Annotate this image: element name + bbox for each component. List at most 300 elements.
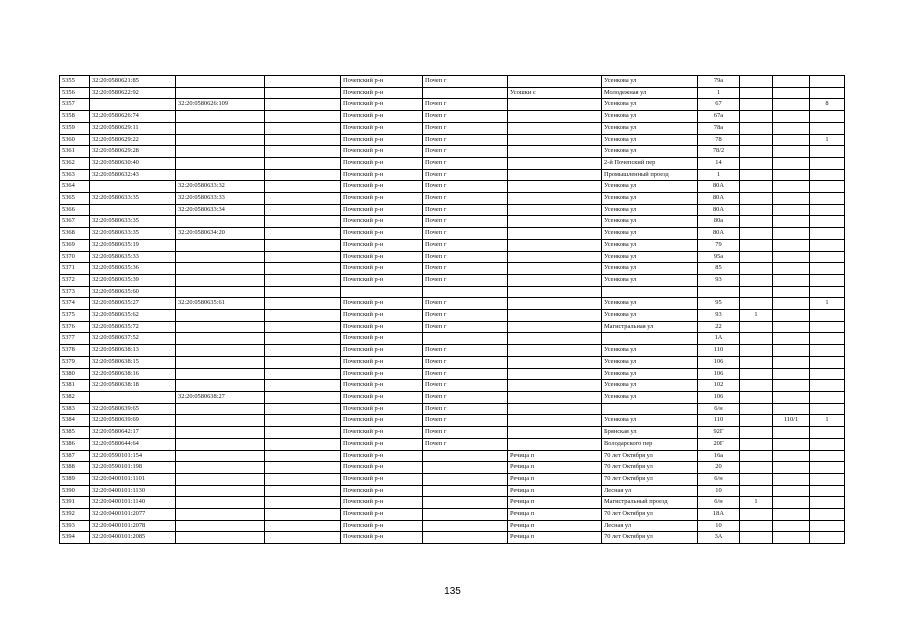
cell-apartment bbox=[810, 76, 845, 88]
cell-building bbox=[740, 274, 773, 286]
cell-structure bbox=[773, 193, 810, 205]
cell-cadastral-number-2 bbox=[176, 497, 265, 509]
cell-cadastral-number bbox=[90, 181, 176, 193]
cell-district: Почепский р-н bbox=[341, 111, 423, 123]
cell-extra bbox=[265, 391, 341, 403]
cell-structure bbox=[773, 356, 810, 368]
cell-row-number: 5386 bbox=[60, 438, 90, 450]
cell-street: Усенкова ул bbox=[602, 310, 698, 322]
cell-apartment bbox=[810, 368, 845, 380]
cell-district: Почепский р-н bbox=[341, 122, 423, 134]
cell-house-number: 80А bbox=[698, 181, 740, 193]
cell-district: Почепский р-н bbox=[341, 368, 423, 380]
cell-extra bbox=[265, 216, 341, 228]
table-row bbox=[60, 181, 845, 193]
cell-building bbox=[740, 228, 773, 240]
cell-street: Усенкова ул bbox=[602, 274, 698, 286]
cell-district: Почепский р-н bbox=[341, 146, 423, 158]
cell-town: Почеп г bbox=[423, 356, 508, 368]
cell-town: Почеп г bbox=[423, 181, 508, 193]
table-row bbox=[60, 87, 845, 99]
cell-structure bbox=[773, 76, 810, 88]
cell-street: Усенкова ул bbox=[602, 415, 698, 427]
cell-settlement bbox=[508, 99, 602, 111]
cell-town: Почеп г bbox=[423, 403, 508, 415]
cell-extra bbox=[265, 345, 341, 357]
cell-settlement: Усошки с bbox=[508, 87, 602, 99]
cell-district bbox=[341, 286, 423, 298]
cell-cadastral-number-2: 32:20:0580633:32 bbox=[176, 181, 265, 193]
cell-street: Усенкова ул bbox=[602, 298, 698, 310]
cell-district: Почепский р-н bbox=[341, 391, 423, 403]
cell-street: Усенкова ул bbox=[602, 228, 698, 240]
cell-cadastral-number: 32:20:0400101:1130 bbox=[90, 485, 176, 497]
cell-apartment bbox=[810, 263, 845, 275]
cell-building bbox=[740, 76, 773, 88]
cell-settlement bbox=[508, 228, 602, 240]
cell-house-number: 79а bbox=[698, 76, 740, 88]
cell-settlement: Речица п bbox=[508, 462, 602, 474]
cell-row-number: 5379 bbox=[60, 356, 90, 368]
cell-house-number: 16а bbox=[698, 450, 740, 462]
cell-settlement bbox=[508, 146, 602, 158]
cell-cadastral-number: 32:20:0580633:35 bbox=[90, 228, 176, 240]
cell-apartment bbox=[810, 356, 845, 368]
cell-row-number: 5367 bbox=[60, 216, 90, 228]
cell-cadastral-number: 32:20:0580633:35 bbox=[90, 216, 176, 228]
cell-row-number: 5363 bbox=[60, 169, 90, 181]
cell-cadastral-number: 32:20:0590101:198 bbox=[90, 462, 176, 474]
cell-street: Усенкова ул bbox=[602, 111, 698, 123]
cell-extra bbox=[265, 509, 341, 521]
cell-building: 1 bbox=[740, 310, 773, 322]
cell-apartment bbox=[810, 403, 845, 415]
cell-cadastral-number-2 bbox=[176, 415, 265, 427]
cell-apartment bbox=[810, 251, 845, 263]
cell-apartment bbox=[810, 193, 845, 205]
cell-settlement bbox=[508, 321, 602, 333]
cell-house-number: 6/н bbox=[698, 403, 740, 415]
cell-structure bbox=[773, 263, 810, 275]
cell-house-number: 80а bbox=[698, 216, 740, 228]
table-row bbox=[60, 286, 845, 298]
cell-street: Усенкова ул bbox=[602, 216, 698, 228]
cell-row-number: 5380 bbox=[60, 368, 90, 380]
cell-building bbox=[740, 146, 773, 158]
cell-street: Лесная ул bbox=[602, 520, 698, 532]
cell-apartment bbox=[810, 485, 845, 497]
cell-house-number: 92Г bbox=[698, 427, 740, 439]
cell-cadastral-number-2 bbox=[176, 509, 265, 521]
cell-building: 1 bbox=[740, 497, 773, 509]
cell-row-number: 5382 bbox=[60, 391, 90, 403]
cell-extra bbox=[265, 228, 341, 240]
cell-house-number: 110 bbox=[698, 415, 740, 427]
cell-street: Усенкова ул bbox=[602, 356, 698, 368]
cell-settlement bbox=[508, 427, 602, 439]
cell-extra bbox=[265, 134, 341, 146]
cell-house-number: 10 bbox=[698, 520, 740, 532]
cell-street: Усенкова ул bbox=[602, 391, 698, 403]
cell-town: Почеп г bbox=[423, 111, 508, 123]
cell-apartment bbox=[810, 310, 845, 322]
cell-street: 70 лет Октября ул bbox=[602, 462, 698, 474]
cell-cadastral-number bbox=[90, 391, 176, 403]
cell-house-number: 85 bbox=[698, 263, 740, 275]
cell-settlement bbox=[508, 111, 602, 123]
cell-structure bbox=[773, 274, 810, 286]
cell-building bbox=[740, 485, 773, 497]
cell-cadastral-number: 32:20:0580638:16 bbox=[90, 368, 176, 380]
cell-street: Молодежная ул bbox=[602, 87, 698, 99]
cell-house-number: 80А bbox=[698, 204, 740, 216]
cell-cadastral-number-2 bbox=[176, 345, 265, 357]
cell-cadastral-number: 32:20:0580638:15 bbox=[90, 356, 176, 368]
cell-extra bbox=[265, 380, 341, 392]
cell-apartment bbox=[810, 216, 845, 228]
cell-structure bbox=[773, 485, 810, 497]
cell-row-number: 5356 bbox=[60, 87, 90, 99]
cell-structure bbox=[773, 216, 810, 228]
cell-row-number: 5381 bbox=[60, 380, 90, 392]
cell-street: Усенкова ул bbox=[602, 345, 698, 357]
cell-row-number: 5359 bbox=[60, 122, 90, 134]
table-row bbox=[60, 204, 845, 216]
cell-district: Почепский р-н bbox=[341, 462, 423, 474]
cell-town: Почеп г bbox=[423, 193, 508, 205]
cell-settlement bbox=[508, 122, 602, 134]
cell-street bbox=[602, 333, 698, 345]
cell-town: Почеп г bbox=[423, 415, 508, 427]
cell-building bbox=[740, 111, 773, 123]
cell-building bbox=[740, 263, 773, 275]
cell-row-number: 5369 bbox=[60, 239, 90, 251]
cell-row-number: 5368 bbox=[60, 228, 90, 240]
cell-extra bbox=[265, 239, 341, 251]
cell-row-number: 5372 bbox=[60, 274, 90, 286]
cell-structure bbox=[773, 181, 810, 193]
cell-cadastral-number: 32:20:0400101:2078 bbox=[90, 520, 176, 532]
table-row bbox=[60, 157, 845, 169]
cell-district: Почепский р-н bbox=[341, 509, 423, 521]
table-row bbox=[60, 391, 845, 403]
cell-settlement bbox=[508, 333, 602, 345]
cell-house-number: 79 bbox=[698, 239, 740, 251]
table-body bbox=[60, 76, 845, 544]
cell-house-number: 93 bbox=[698, 274, 740, 286]
cell-cadastral-number: 32:20:0580644:64 bbox=[90, 438, 176, 450]
cell-house-number: 1А bbox=[698, 333, 740, 345]
cell-house-number: 20 bbox=[698, 462, 740, 474]
cell-town: Почеп г bbox=[423, 263, 508, 275]
cell-extra bbox=[265, 146, 341, 158]
cell-street: Усенкова ул bbox=[602, 134, 698, 146]
cell-settlement bbox=[508, 356, 602, 368]
cell-town: Почеп г bbox=[423, 368, 508, 380]
cell-district: Почепский р-н bbox=[341, 356, 423, 368]
cell-house-number: 78а bbox=[698, 122, 740, 134]
cell-cadastral-number: 32:20:0580635:36 bbox=[90, 263, 176, 275]
cell-row-number: 5365 bbox=[60, 193, 90, 205]
cell-house-number: 78 bbox=[698, 134, 740, 146]
cell-apartment bbox=[810, 509, 845, 521]
cell-cadastral-number: 32:20:0400101:1101 bbox=[90, 473, 176, 485]
cell-town bbox=[423, 532, 508, 544]
cell-district: Почепский р-н bbox=[341, 204, 423, 216]
cell-structure bbox=[773, 333, 810, 345]
cell-settlement bbox=[508, 263, 602, 275]
cell-apartment bbox=[810, 520, 845, 532]
cell-district: Почепский р-н bbox=[341, 321, 423, 333]
cell-cadastral-number: 32:20:0580629:11 bbox=[90, 122, 176, 134]
cell-apartment: 1 bbox=[810, 134, 845, 146]
cell-district: Почепский р-н bbox=[341, 520, 423, 532]
cell-row-number: 5375 bbox=[60, 310, 90, 322]
cell-apartment: 8 bbox=[810, 99, 845, 111]
cell-settlement bbox=[508, 251, 602, 263]
table-row bbox=[60, 345, 845, 357]
cell-settlement: Речица п bbox=[508, 485, 602, 497]
cell-row-number: 5385 bbox=[60, 427, 90, 439]
cell-cadastral-number-2: 32:20:0580638:27 bbox=[176, 391, 265, 403]
cell-cadastral-number: 32:20:0580632:43 bbox=[90, 169, 176, 181]
table-row bbox=[60, 356, 845, 368]
cell-structure bbox=[773, 169, 810, 181]
cell-district: Почепский р-н bbox=[341, 450, 423, 462]
cell-cadastral-number: 32:20:0580635:27 bbox=[90, 298, 176, 310]
cell-town bbox=[423, 462, 508, 474]
cell-row-number: 5394 bbox=[60, 532, 90, 544]
cell-cadastral-number-2: 32:20:0580633:33 bbox=[176, 193, 265, 205]
cell-street: Усенкова ул bbox=[602, 99, 698, 111]
cell-building bbox=[740, 298, 773, 310]
cell-extra bbox=[265, 485, 341, 497]
cell-extra bbox=[265, 403, 341, 415]
cell-apartment bbox=[810, 462, 845, 474]
cell-cadastral-number-2: 32:20:0580626:109 bbox=[176, 99, 265, 111]
cell-structure bbox=[773, 462, 810, 474]
cell-cadastral-number: 32:20:0580642:17 bbox=[90, 427, 176, 439]
cell-street bbox=[602, 286, 698, 298]
cell-extra bbox=[265, 415, 341, 427]
cell-street: Лесная ул bbox=[602, 485, 698, 497]
cell-extra bbox=[265, 450, 341, 462]
cell-extra bbox=[265, 204, 341, 216]
cell-structure bbox=[773, 298, 810, 310]
cell-extra bbox=[265, 251, 341, 263]
cell-district: Почепский р-н bbox=[341, 216, 423, 228]
cell-town: Почеп г bbox=[423, 169, 508, 181]
cell-house-number: 102 bbox=[698, 380, 740, 392]
cell-town: Почеп г bbox=[423, 298, 508, 310]
cell-cadastral-number: 32:20:0580635:62 bbox=[90, 310, 176, 322]
cell-house-number: 1 bbox=[698, 87, 740, 99]
cell-structure bbox=[773, 286, 810, 298]
cell-house-number: 106 bbox=[698, 356, 740, 368]
cell-row-number: 5377 bbox=[60, 333, 90, 345]
table-row bbox=[60, 520, 845, 532]
cell-cadastral-number-2 bbox=[176, 321, 265, 333]
cell-structure bbox=[773, 228, 810, 240]
table-row bbox=[60, 321, 845, 333]
cell-row-number: 5355 bbox=[60, 76, 90, 88]
cell-house-number: 93 bbox=[698, 310, 740, 322]
cell-structure: 110/1 bbox=[773, 415, 810, 427]
cell-settlement: Речица п bbox=[508, 509, 602, 521]
cell-building bbox=[740, 509, 773, 521]
cell-settlement: Речица п bbox=[508, 473, 602, 485]
cell-cadastral-number bbox=[90, 204, 176, 216]
cell-street: 70 лет Октября ул bbox=[602, 473, 698, 485]
cell-extra bbox=[265, 462, 341, 474]
cell-district: Почепский р-н bbox=[341, 181, 423, 193]
cell-settlement bbox=[508, 193, 602, 205]
cell-town bbox=[423, 286, 508, 298]
cell-building bbox=[740, 450, 773, 462]
cell-row-number: 5389 bbox=[60, 473, 90, 485]
cell-street: Магистральная ул bbox=[602, 321, 698, 333]
cell-building bbox=[740, 181, 773, 193]
cell-cadastral-number: 32:20:0580637:52 bbox=[90, 333, 176, 345]
cell-extra bbox=[265, 438, 341, 450]
table-row bbox=[60, 380, 845, 392]
cell-extra bbox=[265, 157, 341, 169]
cell-house-number: 95а bbox=[698, 251, 740, 263]
cell-settlement bbox=[508, 204, 602, 216]
cell-apartment bbox=[810, 87, 845, 99]
cell-extra bbox=[265, 310, 341, 322]
cell-row-number: 5366 bbox=[60, 204, 90, 216]
cell-cadastral-number: 32:20:0580626:74 bbox=[90, 111, 176, 123]
cell-row-number: 5370 bbox=[60, 251, 90, 263]
cell-house-number: 78/2 bbox=[698, 146, 740, 158]
cell-apartment bbox=[810, 286, 845, 298]
table-row bbox=[60, 99, 845, 111]
cell-street: Усенкова ул bbox=[602, 193, 698, 205]
cell-apartment bbox=[810, 111, 845, 123]
cell-structure bbox=[773, 473, 810, 485]
cell-row-number: 5388 bbox=[60, 462, 90, 474]
cell-district: Почепский р-н bbox=[341, 228, 423, 240]
cell-row-number: 5390 bbox=[60, 485, 90, 497]
cell-cadastral-number-2: 32:20:0580634:20 bbox=[176, 228, 265, 240]
cell-building bbox=[740, 134, 773, 146]
cell-building bbox=[740, 345, 773, 357]
cell-cadastral-number: 32:20:0580635:33 bbox=[90, 251, 176, 263]
cell-street: Усенкова ул bbox=[602, 368, 698, 380]
cell-apartment bbox=[810, 438, 845, 450]
cell-street: Усенкова ул bbox=[602, 76, 698, 88]
cell-extra bbox=[265, 87, 341, 99]
cell-cadastral-number-2 bbox=[176, 380, 265, 392]
cell-building bbox=[740, 427, 773, 439]
cell-apartment bbox=[810, 228, 845, 240]
cell-cadastral-number: 32:20:0580621:85 bbox=[90, 76, 176, 88]
cell-row-number: 5383 bbox=[60, 403, 90, 415]
cell-structure bbox=[773, 99, 810, 111]
cell-apartment bbox=[810, 122, 845, 134]
table-row bbox=[60, 427, 845, 439]
table-row bbox=[60, 450, 845, 462]
cell-settlement bbox=[508, 380, 602, 392]
cell-building bbox=[740, 356, 773, 368]
cell-house-number: 95 bbox=[698, 298, 740, 310]
cell-building bbox=[740, 438, 773, 450]
cell-settlement bbox=[508, 239, 602, 251]
cell-structure bbox=[773, 157, 810, 169]
cell-street: 2-й Почепский пер bbox=[602, 157, 698, 169]
cell-cadastral-number-2 bbox=[176, 473, 265, 485]
cell-cadastral-number: 32:20:0400101:1140 bbox=[90, 497, 176, 509]
cell-town bbox=[423, 87, 508, 99]
cell-settlement bbox=[508, 310, 602, 322]
cell-cadastral-number: 32:20:0580635:60 bbox=[90, 286, 176, 298]
cell-row-number: 5360 bbox=[60, 134, 90, 146]
cell-district: Почепский р-н bbox=[341, 345, 423, 357]
cell-settlement bbox=[508, 134, 602, 146]
cell-cadastral-number: 32:20:0400101:2085 bbox=[90, 532, 176, 544]
cell-cadastral-number: 32:20:0580622:92 bbox=[90, 87, 176, 99]
cell-building bbox=[740, 403, 773, 415]
cell-cadastral-number: 32:20:0590101:154 bbox=[90, 450, 176, 462]
cell-building bbox=[740, 321, 773, 333]
cell-town: Почеп г bbox=[423, 134, 508, 146]
cell-apartment bbox=[810, 450, 845, 462]
cell-cadastral-number-2 bbox=[176, 146, 265, 158]
table-row bbox=[60, 251, 845, 263]
cell-settlement bbox=[508, 274, 602, 286]
cell-extra bbox=[265, 368, 341, 380]
cell-building bbox=[740, 473, 773, 485]
cell-settlement bbox=[508, 286, 602, 298]
cell-building bbox=[740, 87, 773, 99]
cell-street: Усенкова ул bbox=[602, 146, 698, 158]
cell-row-number: 5371 bbox=[60, 263, 90, 275]
cell-apartment bbox=[810, 181, 845, 193]
cell-street bbox=[602, 403, 698, 415]
cell-town: Почеп г bbox=[423, 228, 508, 240]
cell-settlement bbox=[508, 403, 602, 415]
cell-apartment bbox=[810, 321, 845, 333]
cell-apartment bbox=[810, 427, 845, 439]
cell-cadastral-number-2 bbox=[176, 532, 265, 544]
cell-cadastral-number-2 bbox=[176, 122, 265, 134]
table-row bbox=[60, 310, 845, 322]
cell-apartment bbox=[810, 473, 845, 485]
cell-cadastral-number-2 bbox=[176, 263, 265, 275]
cell-structure bbox=[773, 520, 810, 532]
table-row bbox=[60, 509, 845, 521]
table-row bbox=[60, 228, 845, 240]
cell-structure bbox=[773, 391, 810, 403]
cell-cadastral-number-2 bbox=[176, 333, 265, 345]
table-row bbox=[60, 76, 845, 88]
cell-cadastral-number: 32:20:0580638:18 bbox=[90, 380, 176, 392]
cell-cadastral-number: 32:20:0580633:35 bbox=[90, 193, 176, 205]
cell-house-number: 80А bbox=[698, 193, 740, 205]
cell-district: Почепский р-н bbox=[341, 76, 423, 88]
table-row bbox=[60, 298, 845, 310]
cell-settlement bbox=[508, 181, 602, 193]
cell-extra bbox=[265, 532, 341, 544]
cell-settlement: Речица п bbox=[508, 532, 602, 544]
cell-building bbox=[740, 286, 773, 298]
cell-apartment bbox=[810, 146, 845, 158]
cell-street: Промышленный проезд bbox=[602, 169, 698, 181]
cell-house-number: 106 bbox=[698, 368, 740, 380]
cell-building bbox=[740, 462, 773, 474]
cell-building bbox=[740, 368, 773, 380]
